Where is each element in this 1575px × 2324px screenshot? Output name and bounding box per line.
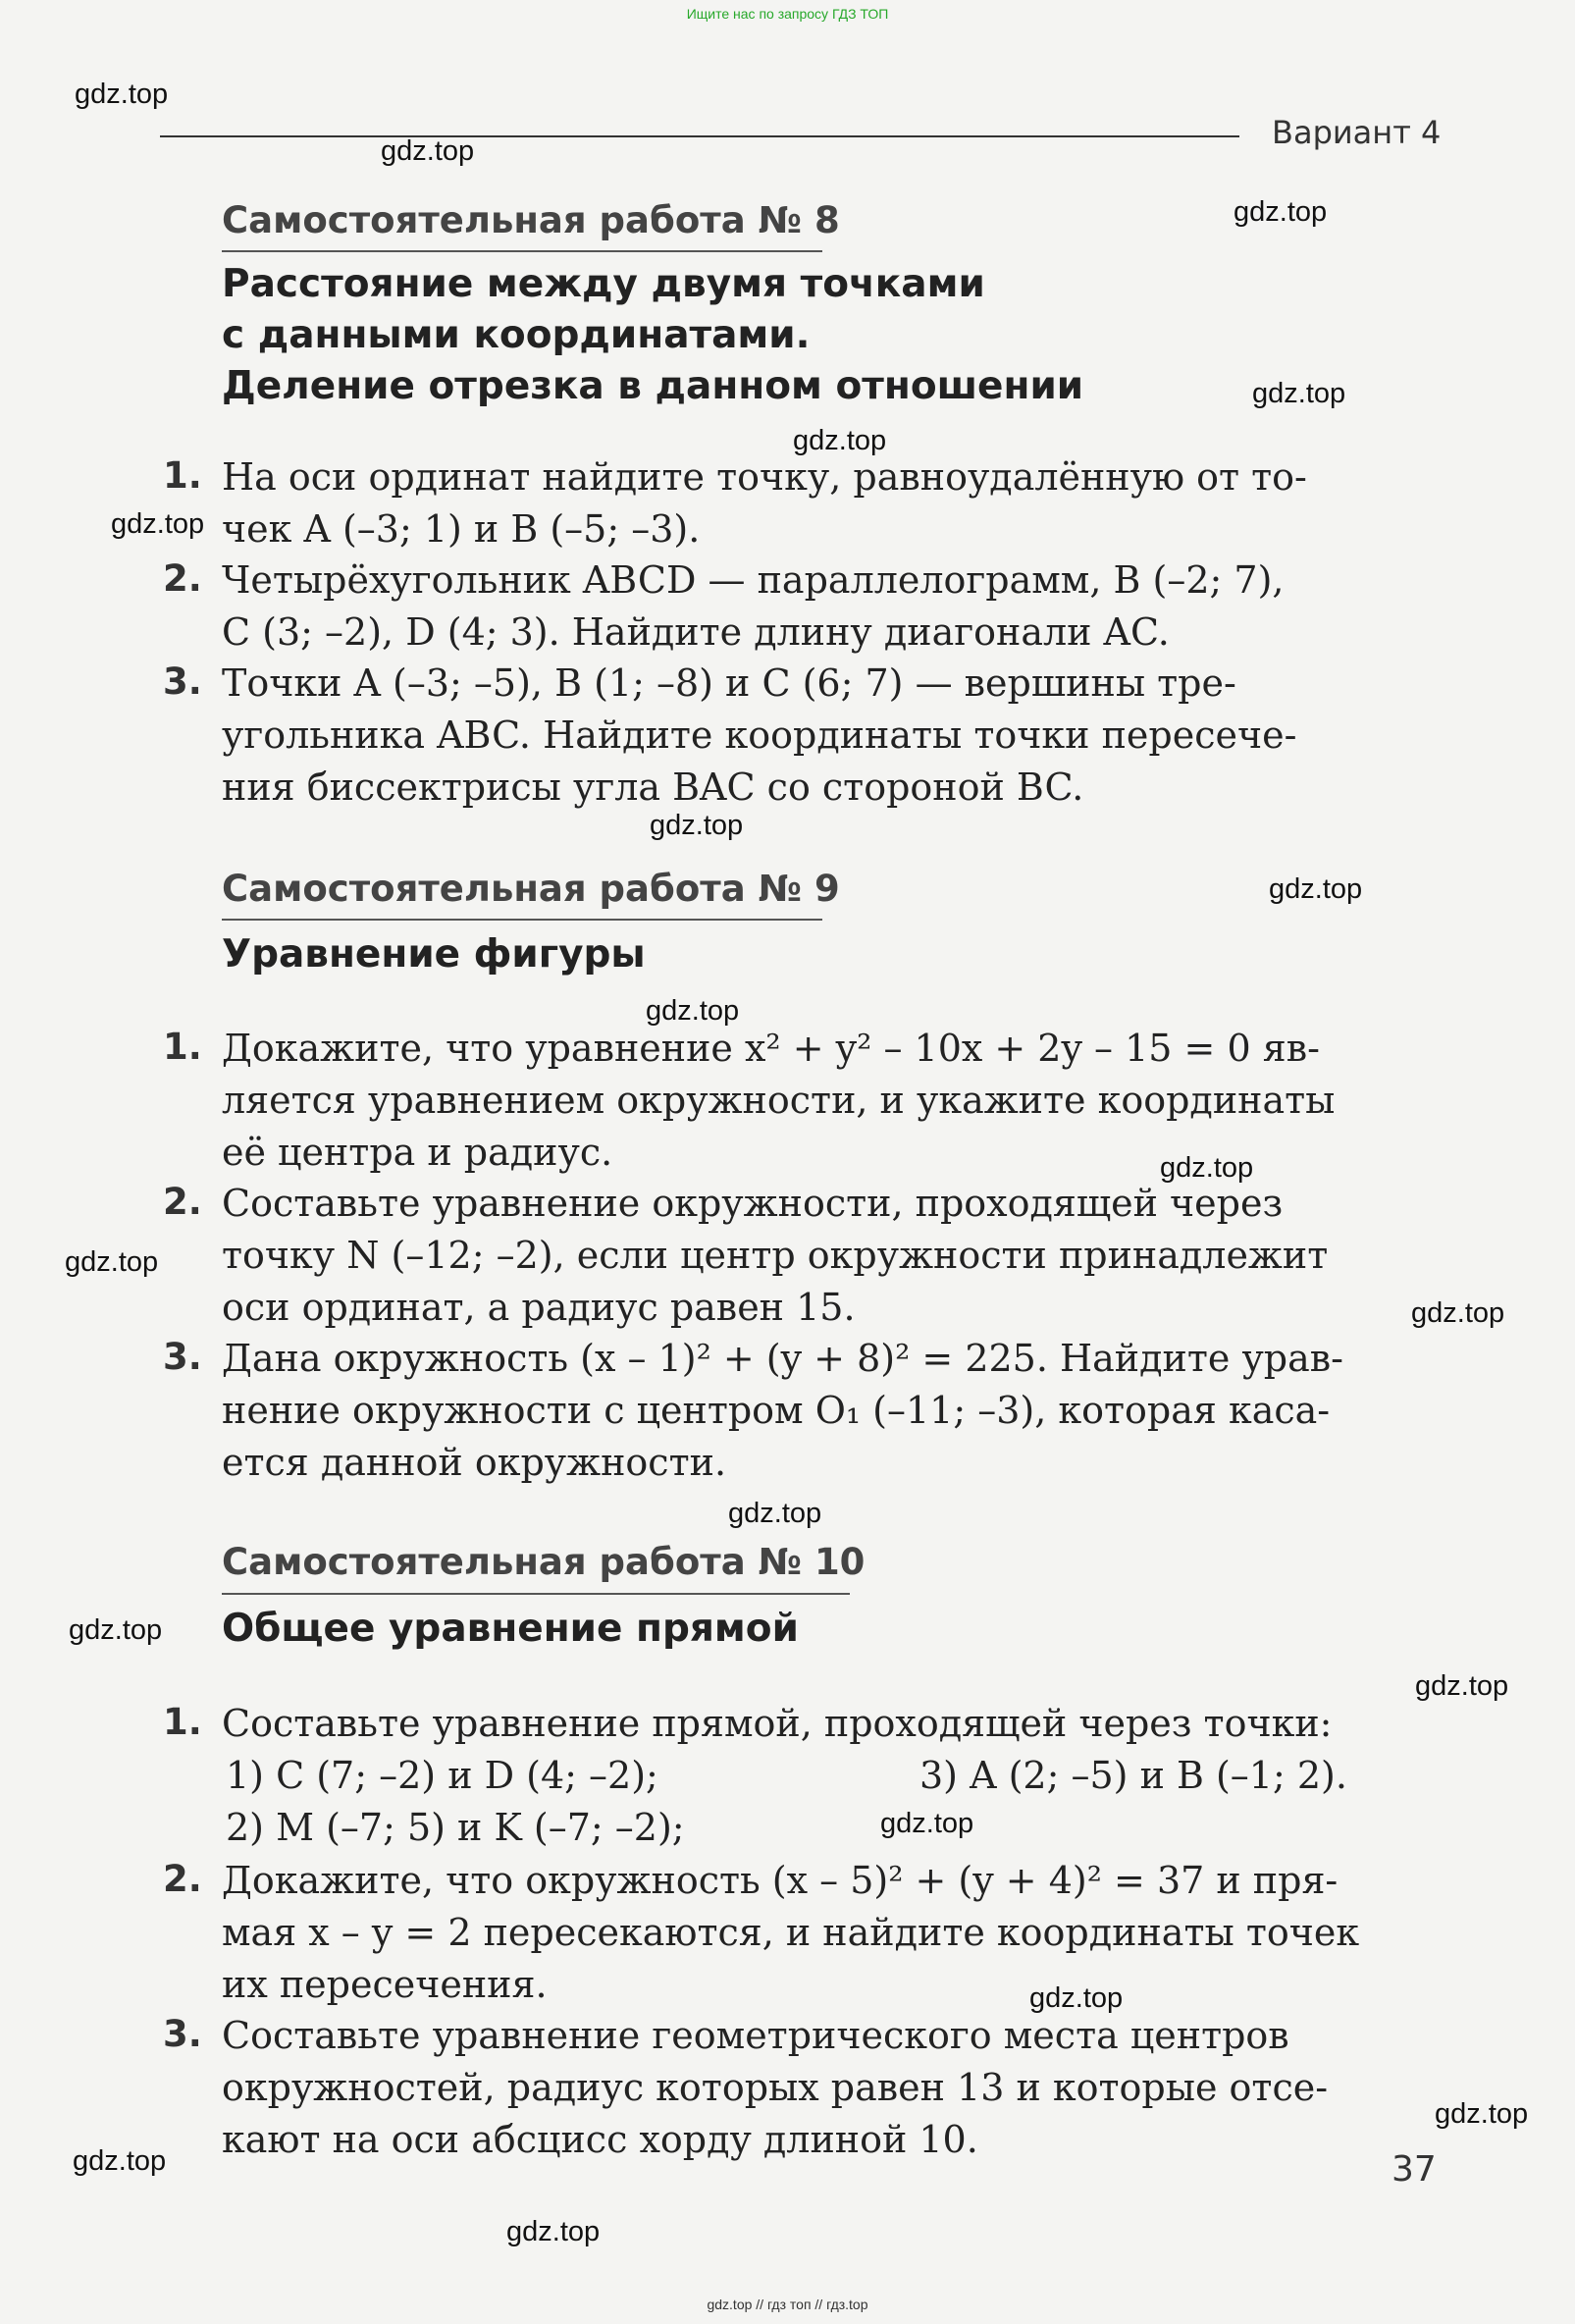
watermark: gdz.top <box>111 508 205 540</box>
watermark: gdz.top <box>75 79 169 110</box>
task-subitem: 3) A (2; –5) и B (–1; 2). <box>919 1754 1347 1797</box>
task-line: Составьте уравнение окружности, проходящей через <box>222 1182 1284 1225</box>
section-underline <box>222 250 822 252</box>
watermark: gdz.top <box>73 2145 167 2177</box>
task-number: 2. <box>163 1858 202 1900</box>
task-line: Докажите, что окружность (x – 5)² + (y + 4)² = 37 и пря- <box>222 1859 1339 1902</box>
task-number: 1. <box>163 454 202 497</box>
task-line: чек A (–3; 1) и B (–5; –3). <box>222 507 701 551</box>
variant-label: Вариант 4 <box>1272 114 1442 151</box>
task-line: оси ординат, а радиус равен 15. <box>222 1286 856 1329</box>
watermark: gdz.top <box>1029 1982 1124 2014</box>
task-line: Точки A (–3; –5), B (1; –8) и C (6; 7) — вершины тре- <box>222 661 1236 705</box>
watermark: gdz.top <box>381 135 475 167</box>
watermark: gdz.top <box>793 425 887 456</box>
watermark: gdz.top <box>69 1614 163 1646</box>
section-title <box>222 259 1083 412</box>
task-text <box>222 1698 1439 1750</box>
task-line: ляется уравнением окружности, и укажите координаты <box>222 1079 1336 1122</box>
watermark: gdz.top <box>1234 196 1328 228</box>
task-number: 3. <box>163 2013 202 2055</box>
task-line: окружностей, радиус которых равен 13 и которые отсе- <box>222 2066 1329 2109</box>
task-text <box>222 555 1439 659</box>
section-underline <box>222 1593 850 1595</box>
task-line: Составьте уравнение геометрического места центров <box>222 2014 1289 2057</box>
task-number: 3. <box>163 1336 202 1378</box>
task-number: 1. <box>163 1026 202 1068</box>
task-line: угольника ABC. Найдите координаты точки пересече- <box>222 713 1297 757</box>
watermark: gdz.top <box>1435 2098 1529 2130</box>
section-underline <box>222 919 822 921</box>
bottom-note: gdz.top // гдз топ // гдз.top <box>707 2297 868 2312</box>
task-number: 2. <box>163 1181 202 1223</box>
task-text <box>222 1333 1439 1489</box>
task-line: точку N (–12; –2), если центр окружности принадлежит <box>222 1234 1329 1277</box>
watermark: gdz.top <box>880 1808 974 1839</box>
title-line: Уравнение фигуры <box>222 932 646 977</box>
task-line: ния биссектрисы угла BAC со стороной BC. <box>222 766 1084 809</box>
task-line: мая x – y = 2 пересекаются, и найдите координаты точек <box>222 1911 1360 1954</box>
watermark: gdz.top <box>506 2216 601 2247</box>
watermark: gdz.top <box>646 995 740 1027</box>
task-text <box>222 2010 1439 2166</box>
title-line: Общее уравнение прямой <box>222 1607 799 1651</box>
watermark: gdz.top <box>728 1498 822 1529</box>
task-line: кают на оси абсцисс хорду длиной 10. <box>222 2118 978 2161</box>
watermark: gdz.top <box>1415 1670 1509 1702</box>
section-heading: Самостоятельная работа № 8 <box>222 199 840 241</box>
title-line: Расстояние между двумя точками <box>222 262 985 306</box>
section-heading: Самостоятельная работа № 9 <box>222 868 840 910</box>
task-text <box>222 1855 1439 2011</box>
task-subitem: 2) M (–7; 5) и K (–7; –2); <box>226 1806 685 1849</box>
watermark: gdz.top <box>1411 1297 1505 1329</box>
task-line: Четырёхугольник ABCD — параллелограмм, B (–2; 7), <box>222 558 1285 602</box>
task-line: Составьте уравнение прямой, проходящей через точки: <box>222 1702 1333 1745</box>
task-subitem: 1) C (7; –2) и D (4; –2); <box>226 1754 658 1797</box>
top-note: Ищите нас по запросу ГДЗ ТОП <box>686 6 889 22</box>
task-text <box>222 1178 1439 1334</box>
watermark: gdz.top <box>1269 873 1363 905</box>
task-text <box>222 1023 1439 1179</box>
task-text <box>222 451 1439 555</box>
task-number: 1. <box>163 1701 202 1743</box>
watermark: gdz.top <box>1160 1152 1254 1184</box>
task-line: их пересечения. <box>222 1963 548 2006</box>
watermark: gdz.top <box>65 1246 159 1278</box>
watermark: gdz.top <box>1252 378 1346 409</box>
header-rule <box>160 135 1239 137</box>
page-number: 37 <box>1391 2149 1437 2190</box>
watermark: gdz.top <box>650 810 744 841</box>
task-number: 3. <box>163 660 202 703</box>
task-line: Докажите, что уравнение x² + y² – 10x + 2y – 15 = 0 яв- <box>222 1027 1320 1070</box>
section-heading: Самостоятельная работа № 10 <box>222 1541 866 1583</box>
title-line: Деление отрезка в данном отношении <box>222 364 1084 408</box>
title-line: с данными координатами. <box>222 313 811 357</box>
task-line: На оси ординат найдите точку, равноудалённую от то- <box>222 455 1307 499</box>
task-number: 2. <box>163 557 202 600</box>
section-title <box>222 1604 799 1655</box>
task-text <box>222 658 1439 814</box>
section-title <box>222 929 646 980</box>
task-line: Дана окружность (x – 1)² + (y + 8)² = 225. Найдите урав- <box>222 1337 1344 1380</box>
task-line: её центра и радиус. <box>222 1131 613 1174</box>
task-line: C (3; –2), D (4; 3). Найдите длину диагонали AC. <box>222 610 1170 654</box>
task-line: ется данной окружности. <box>222 1441 727 1484</box>
task-line: нение окружности с центром O₁ (–11; –3), которая каса- <box>222 1389 1331 1432</box>
